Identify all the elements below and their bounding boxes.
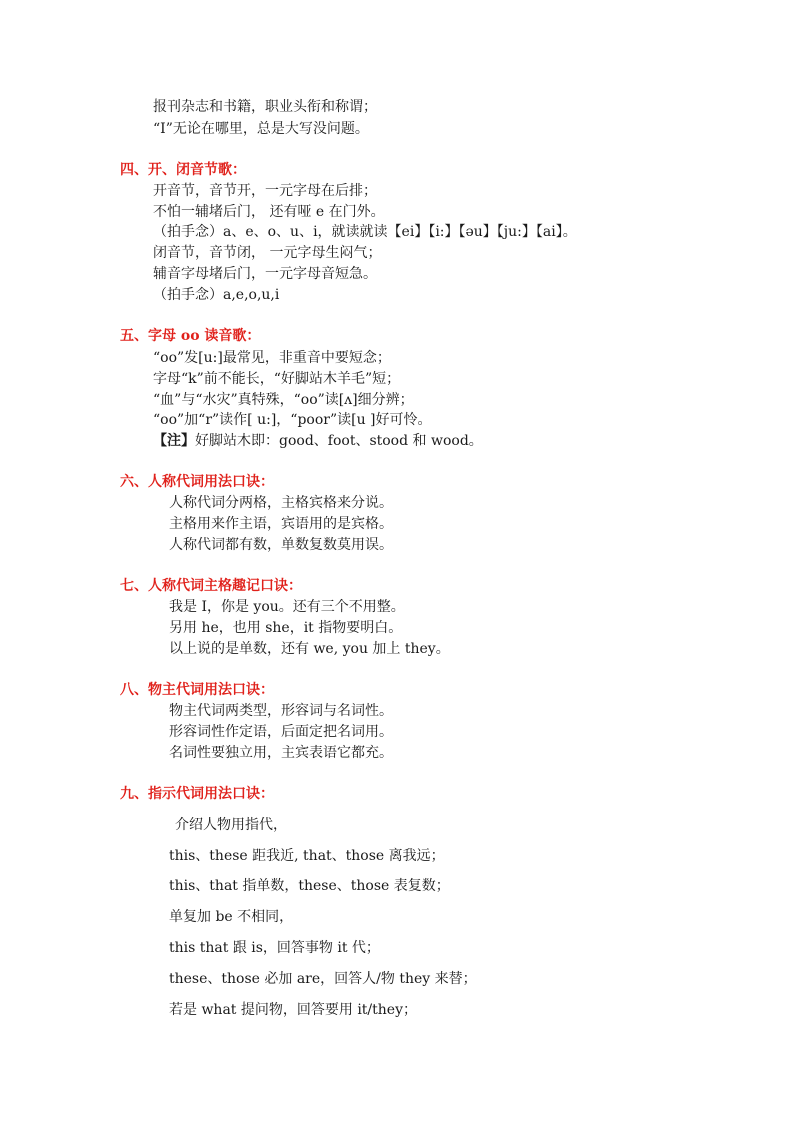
section8-line-3: 名词性要独立用，主宾表语它都充。 — [169, 745, 393, 761]
intro-line-2: “I”无论在哪里，总是大写没问题。 — [153, 121, 369, 137]
section9-line-1: 介绍人物用指代， — [175, 817, 287, 833]
section5-heading: 五、字母 oo 读音歌： — [120, 328, 261, 344]
section9-line-7: 若是 what 提问物，回答要用 it/they； — [169, 1002, 417, 1018]
section9-line-3: this、that 指单数，these、those 表复数； — [169, 878, 450, 894]
section7-heading: 七、人称代词主格趣记口诀： — [120, 578, 302, 594]
section6-line-2: 主格用来作主语，宾语用的是宾格。 — [169, 516, 393, 532]
section4-line-5: 辅音字母堵后门，一元字母音短急。 — [153, 266, 377, 282]
section6-line-3: 人称代词都有数，单数复数莫用误。 — [169, 537, 393, 553]
section7-line-1: 我是 I，你是 you。还有三个不用整。 — [169, 599, 405, 615]
section7-line-2: 另用 he，也用 she，it 指物要明白。 — [169, 620, 403, 636]
section4-line-2: 不怕一辅堵后门， 还有哑 e 在门外。 — [153, 204, 385, 220]
section6-line-1: 人称代词分两格，主格宾格来分说。 — [169, 495, 393, 511]
section9-line-2: this、these 距我近, that、those 离我远； — [169, 848, 445, 864]
section7-line-3: 以上说的是单数，还有 we, you 加上 they。 — [169, 641, 450, 657]
section4-heading: 四、开、闭音节歌： — [120, 162, 246, 178]
section4-line-1: 开音节，音节开，一元字母在后排； — [153, 183, 377, 199]
section4-line-6: （拍手念）a,e,o,u,i — [153, 287, 280, 303]
section9-line-6: these、those 必加 are，回答人/物 they 来替； — [169, 971, 477, 987]
section5-note — [153, 431, 483, 451]
section9-line-4: 单复加 be 不相同， — [169, 909, 294, 925]
section4-line-3: （拍手念）a、e、o、u、i，就读就读【ei】【i:】【əu】【ju:】【ai】。 — [153, 224, 577, 240]
section5-line-3: “血”与“水灾”真特殊，“oo”读[ʌ]细分辨； — [153, 392, 414, 408]
intro-line-1: 报刊杂志和书籍，职业头衔和称谓； — [153, 99, 377, 115]
section5-line-1: “oo”发[u:]最常见，非重音中要短念； — [153, 350, 391, 366]
section5-line-2: 字母“k”前不能长，“好脚站木羊毛”短； — [153, 371, 401, 387]
note-mark: 【注】 — [153, 433, 195, 449]
section8-line-1: 物主代词两类型，形容词与名词性。 — [169, 703, 393, 719]
section8-line-2: 形容词性作定语，后面定把名词用。 — [169, 724, 393, 740]
section9-line-5: this that 跟 is，回答事物 it 代； — [169, 940, 380, 956]
section5-line-4: “oo”加“r”读作[ u:]，“poor”读[u ]好可怜。 — [153, 412, 432, 428]
section4-line-4: 闭音节，音节闭， 一元字母生闷气； — [153, 245, 382, 261]
section9-heading: 九、指示代词用法口诀： — [120, 786, 274, 802]
note-text: 好脚站木即：good、foot、stood 和 wood。 — [195, 433, 483, 449]
section8-heading: 八、物主代词用法口诀： — [120, 682, 274, 698]
section6-heading: 六、人称代词用法口诀： — [120, 474, 274, 490]
